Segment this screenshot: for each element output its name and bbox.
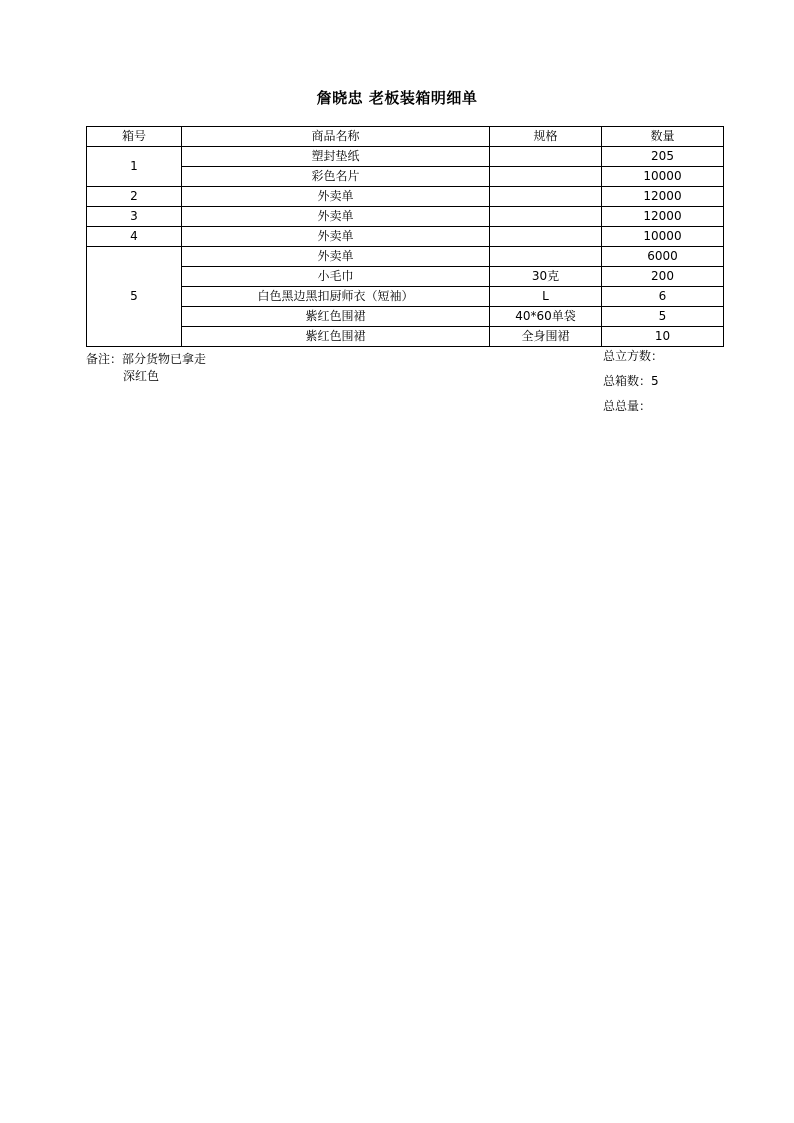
table-row <box>87 167 724 187</box>
spec-cell <box>490 147 602 167</box>
spec-cell <box>490 227 602 247</box>
header-box-number: 箱号 <box>87 127 182 147</box>
box-number-cell: 2 <box>87 187 182 207</box>
remark-line: 备注：部分货物已拿走 <box>86 352 207 366</box>
header-quantity: 数量 <box>602 127 724 147</box>
table-row <box>87 227 724 247</box>
quantity-cell: 10 <box>602 327 724 347</box>
table-header-row <box>87 127 724 147</box>
table-row <box>87 287 724 307</box>
box-number-cell: 1 <box>87 147 182 187</box>
spec-cell: 全身围裙 <box>490 327 602 347</box>
total-boxes: 总箱数：5 <box>603 374 659 388</box>
spec-cell <box>490 187 602 207</box>
quantity-cell: 12000 <box>602 187 724 207</box>
product-name-cell: 彩色名片 <box>182 167 490 187</box>
header-product-name: 商品名称 <box>182 127 490 147</box>
total-quantity: 总总量： <box>603 399 652 413</box>
header-spec: 规格 <box>490 127 602 147</box>
product-name-cell: 外卖单 <box>182 227 490 247</box>
quantity-cell: 10000 <box>602 227 724 247</box>
spec-cell <box>490 247 602 267</box>
totals-block <box>603 348 663 423</box>
remark-block <box>86 351 206 385</box>
table-row <box>87 247 724 267</box>
product-name-cell: 塑封垫纸 <box>182 147 490 167</box>
total-volume: 总立方数： <box>603 349 664 363</box>
quantity-cell: 6 <box>602 287 724 307</box>
product-name-cell: 外卖单 <box>182 207 490 227</box>
box-number-cell: 5 <box>87 247 182 347</box>
quantity-cell: 205 <box>602 147 724 167</box>
packing-table <box>86 126 724 347</box>
box-number-cell: 4 <box>87 227 182 247</box>
quantity-cell: 6000 <box>602 247 724 267</box>
page-title: 詹晓忠 老板装箱明细单 <box>316 89 478 107</box>
box-number-cell: 3 <box>87 207 182 227</box>
table-row <box>87 327 724 347</box>
table-row <box>87 207 724 227</box>
remark-line: 深红色 <box>123 369 160 383</box>
quantity-cell: 200 <box>602 267 724 287</box>
product-name-cell: 紫红色围裙 <box>182 327 490 347</box>
product-name-cell: 小毛巾 <box>182 267 490 287</box>
table-row <box>87 267 724 287</box>
quantity-cell: 12000 <box>602 207 724 227</box>
spec-cell: L <box>490 287 602 307</box>
product-name-cell: 紫红色围裙 <box>182 307 490 327</box>
quantity-cell: 10000 <box>602 167 724 187</box>
table-row <box>87 147 724 167</box>
quantity-cell: 5 <box>602 307 724 327</box>
product-name-cell: 外卖单 <box>182 247 490 267</box>
product-name-cell: 外卖单 <box>182 187 490 207</box>
product-name-cell: 白色黑边黑扣厨师衣（短袖） <box>182 287 490 307</box>
table-row <box>87 307 724 327</box>
spec-cell: 40*60单袋 <box>490 307 602 327</box>
spec-cell <box>490 167 602 187</box>
table-row <box>87 187 724 207</box>
spec-cell <box>490 207 602 227</box>
spec-cell: 30克 <box>490 267 602 287</box>
